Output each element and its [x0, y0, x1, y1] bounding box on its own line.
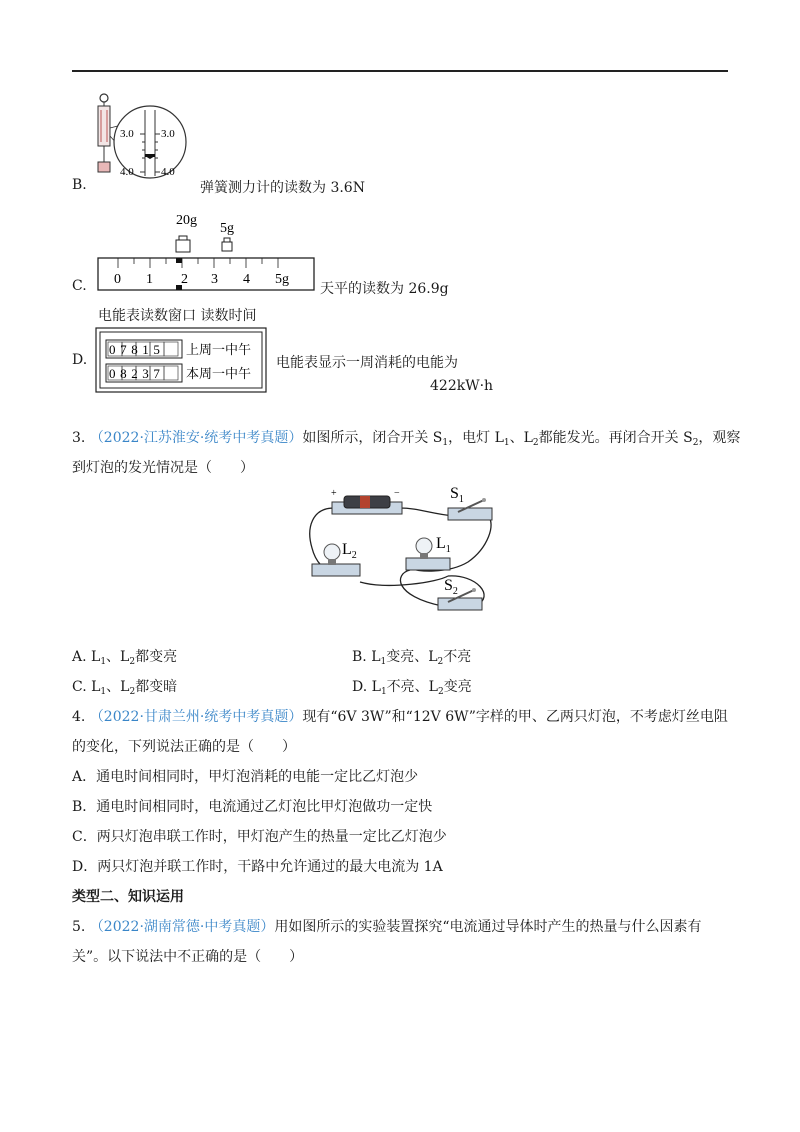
- weight-20g-label: 20g: [176, 213, 197, 228]
- ruler-tick-1: 1: [146, 272, 153, 287]
- q3-line1: [72, 427, 740, 448]
- q5-number: 5.: [72, 919, 86, 935]
- s1-label: $S_1$: [450, 485, 464, 505]
- q4-source: （2022·甘肃兰州·统考中考真题）: [89, 709, 303, 725]
- meter-reading-last-week: 07815: [109, 342, 165, 357]
- ruler-tick-0: 0: [114, 272, 121, 287]
- q5-text: 用如图所示的实验装置探究“电流通过导体时产生的热量与什么因素有: [274, 919, 702, 935]
- scale-label-4-right: 4.0: [161, 166, 175, 178]
- q3-sub-l2: 2: [532, 438, 539, 448]
- l1-label: $L_1$: [436, 535, 451, 555]
- section-heading: 类型二、知识运用: [72, 889, 184, 905]
- q3-line2: 到灯泡的发光情况是（ ）: [72, 460, 254, 476]
- spring-scale-figure: [88, 92, 188, 190]
- q3-sub-s1: 1: [442, 438, 449, 448]
- scale-label-4-left: 4.0: [120, 166, 134, 178]
- q3-option-a: A. $L_1$、$L_2$都变亮: [72, 649, 178, 667]
- balance-ruler-figure: [96, 208, 318, 294]
- option-d-text: 电能表显示一周消耗的电能为: [276, 355, 458, 371]
- q3-sub-s2: 2: [692, 438, 699, 448]
- s2-label: $S_2$: [444, 577, 458, 597]
- q3-option-c: C. $L_1$、$L_2$都变暗: [72, 679, 178, 697]
- q4-option-a: A．通电时间相同时，甲灯泡消耗的电能一定比乙灯泡少: [72, 769, 419, 785]
- scale-label-3-left: 3.0: [120, 128, 134, 140]
- q4-line2: 的变化，下列说法正确的是（ ）: [72, 739, 296, 755]
- q4-line1: [72, 706, 728, 726]
- scale-label-3-right: 3.0: [161, 128, 175, 140]
- electricity-meter-figure: [94, 326, 268, 394]
- option-c-letter: C.: [72, 278, 87, 294]
- q4-option-b: B．通电时间相同时，电流通过乙灯泡比甲灯泡做功一定快: [72, 799, 433, 815]
- q3-number: 3.: [72, 430, 86, 446]
- q4-text: 现有“6V 3W”和“12V 6W”字样的甲、乙两只灯泡，不考虑灯丝电阻: [302, 709, 728, 725]
- circuit-diagram: [298, 478, 500, 616]
- q3-sub-l1: 1: [503, 438, 510, 448]
- q3-text-c: 、L: [509, 430, 533, 446]
- q3-text-a: 如图所示，闭合开关 S: [302, 430, 443, 446]
- battery-minus: −: [394, 488, 400, 499]
- q3-text-b: ，电灯 L: [448, 430, 504, 446]
- option-d-value: 422kW·h: [430, 378, 494, 394]
- option-d-letter: D.: [72, 352, 88, 368]
- q3-option-b: B. $L_1$变亮、$L_2$不亮: [352, 649, 472, 667]
- ruler-tick-2: 2: [181, 272, 188, 287]
- q5-line2: 关”。以下说法中不正确的是（ ）: [72, 949, 304, 965]
- ruler-tick-3: 3: [211, 272, 218, 287]
- q4-option-c: C．两只灯泡串联工作时，甲灯泡产生的热量一定比乙灯泡少: [72, 829, 447, 845]
- q3-text-e: ，观察: [698, 430, 741, 446]
- option-c-text: 天平的读数为 26.9g: [320, 281, 449, 297]
- ruler-tick-5g: 5g: [275, 272, 289, 287]
- q3-text-d: 都能发光。再闭合开关 S: [538, 430, 693, 446]
- meter-reading-this-week: 08237: [109, 366, 165, 381]
- q4-number: 4.: [72, 709, 86, 725]
- l2-label: $L_2$: [342, 541, 357, 561]
- q3-source: （2022·江苏淮安·统考中考真题）: [89, 430, 303, 446]
- q4-option-d: D．两只灯泡并联工作时，干路中允许通过的最大电流为 1A: [72, 859, 443, 875]
- q5-source: （2022·湖南常德·中考真题）: [89, 919, 275, 935]
- q5-line1: [72, 916, 702, 936]
- option-b-text: 弹簧测力计的读数为 3.6N: [200, 180, 365, 196]
- top-rule: [72, 70, 728, 72]
- option-b-letter: B.: [72, 177, 87, 193]
- ruler-tick-4: 4: [243, 272, 250, 287]
- battery-plus: +: [331, 488, 337, 499]
- meter-caption: 电能表读数窗口 读数时间: [98, 308, 257, 324]
- q3-option-d: D. $L_1$不亮、$L_2$变亮: [352, 679, 472, 697]
- meter-time-last-week: 上周一中午: [186, 342, 252, 357]
- weight-5g-label: 5g: [220, 221, 234, 236]
- meter-time-this-week: 本周一中午: [186, 366, 252, 381]
